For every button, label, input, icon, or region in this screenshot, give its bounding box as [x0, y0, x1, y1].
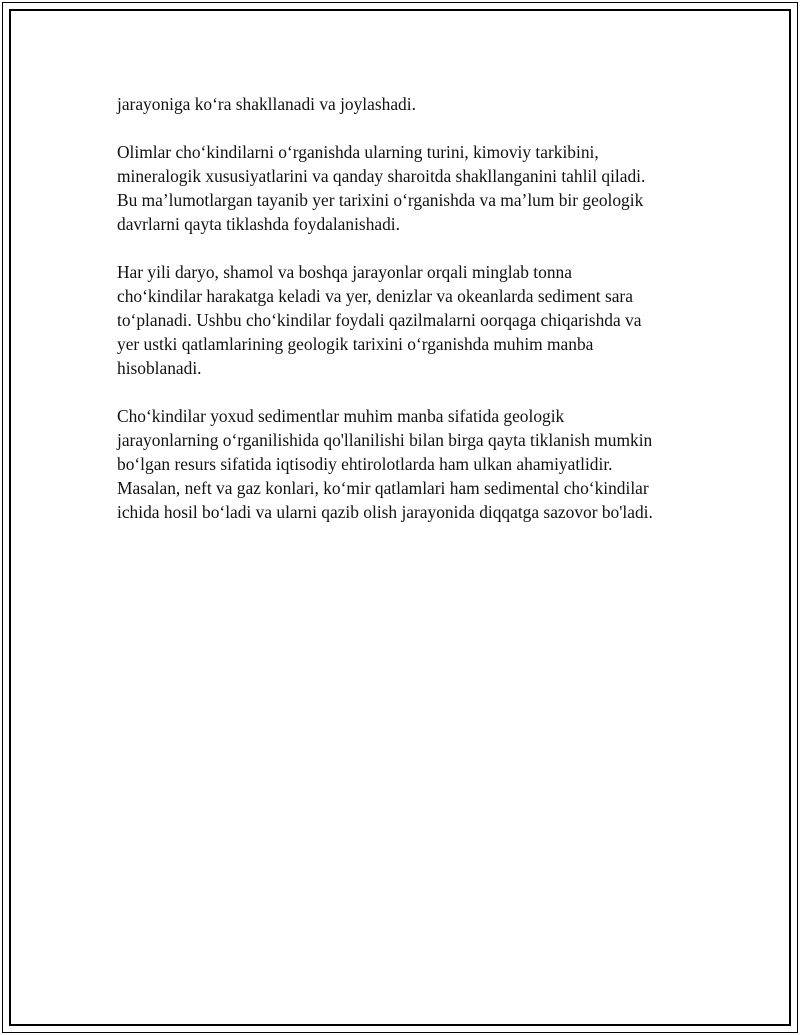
paragraph-4 — [117, 404, 697, 524]
text-line: Har yili daryo, shamol va boshqa jarayonlar orqali minglab tonna — [117, 262, 572, 282]
text-line: to‘planadi. Ushbu cho‘kindilar foydali qazilmalarni oorqaga chiqarishda va — [117, 310, 642, 330]
text-line: hisoblanadi. — [117, 358, 202, 378]
text-line: jarayonlarning o‘rganilishida qo'llanilishi bilan birga qayta tiklanish mumkin — [117, 430, 653, 450]
text-line: jarayoniga ko‘ra shakllanadi va joylashadi. — [117, 94, 416, 114]
document-body — [117, 92, 697, 548]
text-line: Bu ma’lumotlargan tayanib yer tarixini o‘rganishda va ma’lum bir geologik — [117, 190, 644, 210]
paragraph-2 — [117, 140, 697, 236]
text-line: ichida hosil bo‘ladi va ularni qazib olish jarayonida diqqatga sazovor bo'ladi. — [117, 502, 653, 522]
paragraph-3 — [117, 260, 697, 380]
text-line: davrlarni qayta tiklashda foydalanishadi. — [117, 214, 400, 234]
text-line: Cho‘kindilar yoxud sedimentlar muhim manba sifatida geologik — [117, 406, 565, 426]
text-line: cho‘kindilar harakatga keladi va yer, denizlar va okeanlarda sediment sara — [117, 286, 633, 306]
text-line: mineralogik xususiyatlarini va qanday sharoitda shakllanganini tahlil qiladi. — [117, 166, 646, 186]
text-line: Olimlar cho‘kindilarni o‘rganishda ularning turini, kimoviy tarkibini, — [117, 142, 599, 162]
paragraph-1 — [117, 92, 697, 116]
text-line: bo‘lgan resurs sifatida iqtisodiy ehtirolotlarda ham ulkan ahamiyatlidir. — [117, 454, 613, 474]
text-line: Masalan, neft va gaz konlari, ko‘mir qatlamlari ham sedimental cho‘kindilar — [117, 478, 649, 498]
text-line: yer ustki qatlamlarining geologik tarixini o‘rganishda muhim manba — [117, 334, 594, 354]
